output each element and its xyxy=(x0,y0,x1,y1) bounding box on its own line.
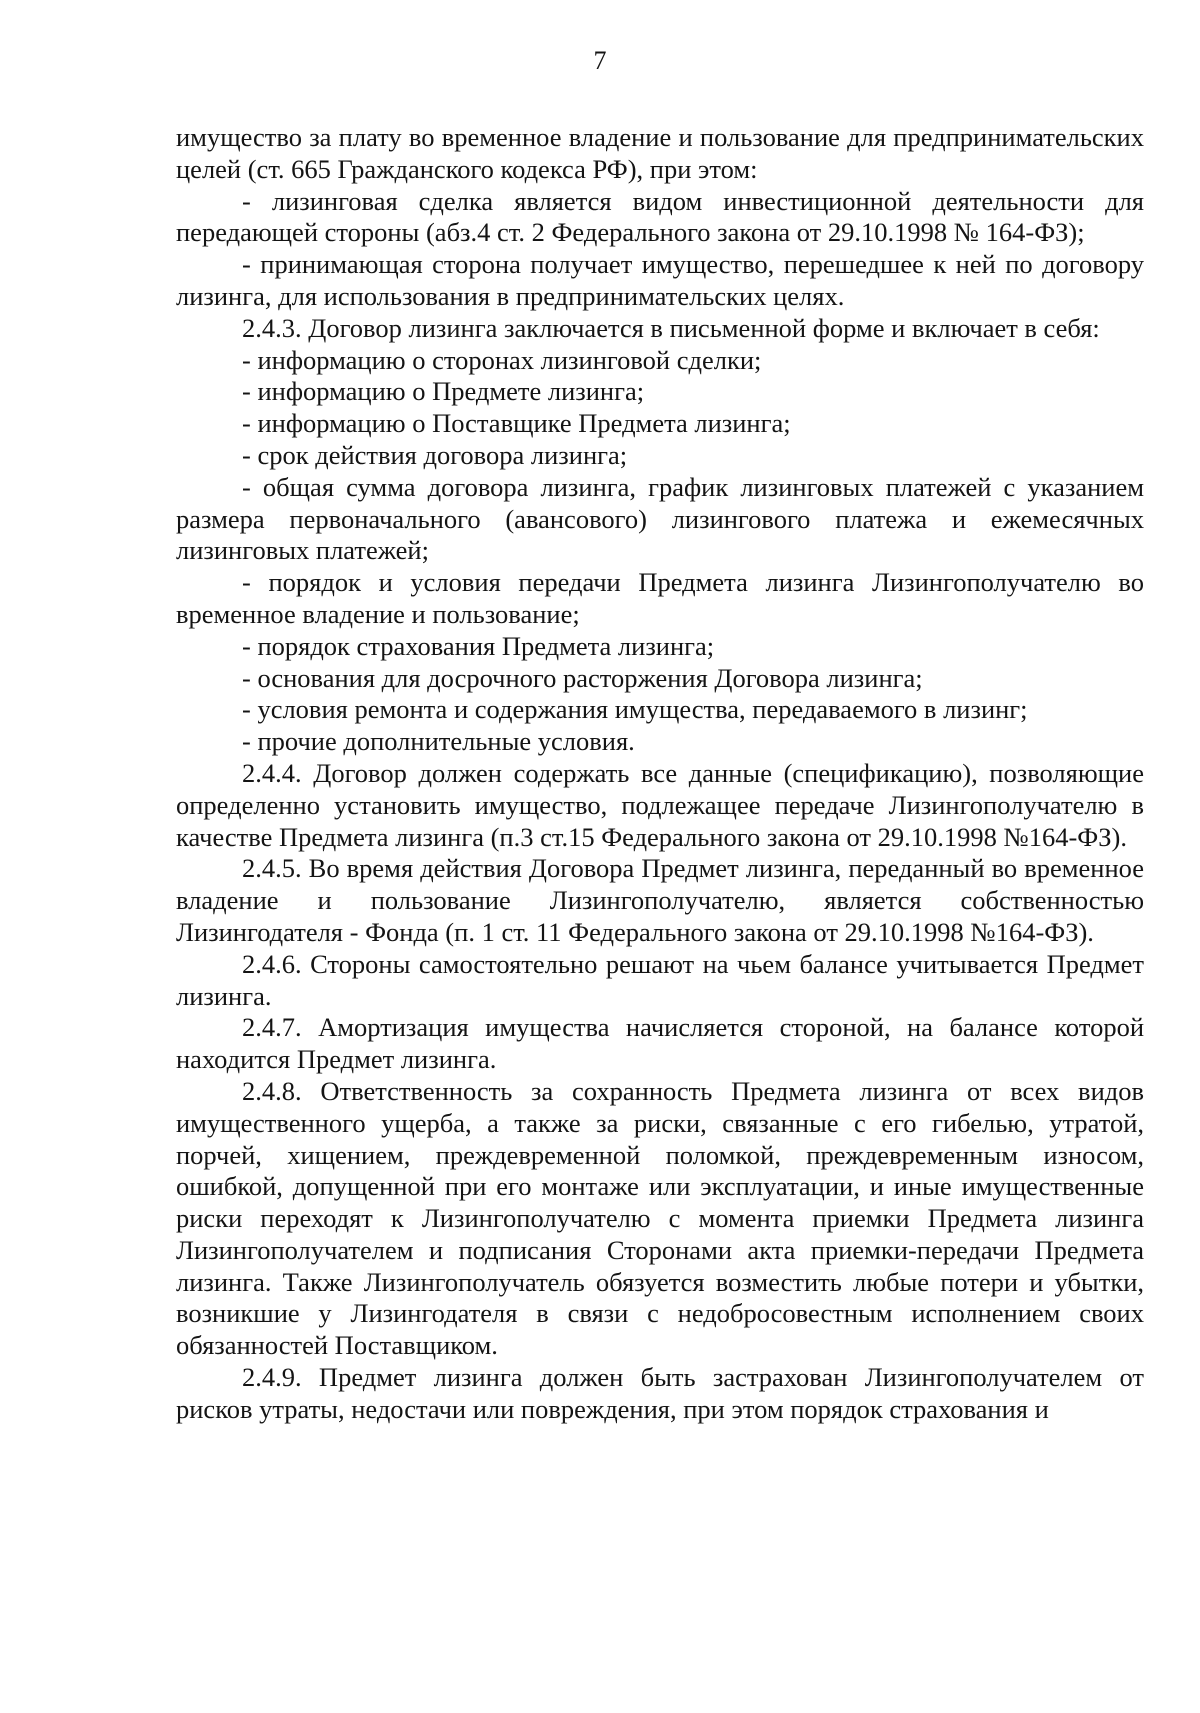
paragraph: 2.4.5. Во время действия Договора Предмет лизинга, переданный во временное владение и пользование Лизингополучателю, является собственностью Лизингодателя - Фонда (п. 1 ст. 11 Федерального закона от 29.10.1998 №164-ФЗ). xyxy=(176,853,1144,947)
paragraph: 2.4.7. Амортизация имущества начисляется стороной, на балансе которой находится Предмет лизинга. xyxy=(176,1012,1144,1075)
list-item: - порядок и условия передачи Предмета лизинга Лизингополучателю во временное владение и пользование; xyxy=(176,567,1144,629)
list-item: - условия ремонта и содержания имущества, передаваемого в лизинг; xyxy=(242,694,1028,725)
list-item: - срок действия договора лизинга; xyxy=(242,439,628,470)
paragraph: 2.4.3. Договор лизинга заключается в письменной форме и включает в себя: xyxy=(242,312,1100,343)
page-number: 7 xyxy=(593,46,607,75)
paragraph: - лизинговая сделка является видом инвестиционной деятельности для передающей стороны (абз.4 ст. 2 Федерального закона от 29.10.1998 № 164-ФЗ); xyxy=(176,185,1144,248)
paragraph: 2.4.9. Предмет лизинга должен быть застрахован Лизингополучателем от рисков утраты, недостачи или повреждения, при этом порядок страхования и xyxy=(176,1362,1144,1424)
list-item: - информацию о Поставщике Предмета лизинга; xyxy=(242,408,791,439)
paragraph: имущество за плату во временное владение и пользование для предпринимательских целей (ст. 665 Гражданского кодекса РФ), при этом: xyxy=(176,122,1144,184)
paragraph: 2.4.4. Договор должен содержать все данные (спецификацию), позволяющие определенно установить имущество, подлежащее передаче Лизингополучателю в качестве Предмета лизинга (п.3 ст.15 Федерального закона от 29.10.1998 №164-ФЗ). xyxy=(176,757,1144,852)
list-item: - информацию о сторонах лизинговой сделки; xyxy=(242,344,762,375)
list-item: - порядок страхования Предмета лизинга; xyxy=(242,630,715,661)
list-item: - прочие дополнительные условия. xyxy=(242,726,635,757)
list-item: - информацию о Предмете лизинга; xyxy=(242,376,645,407)
paragraph: - принимающая сторона получает имущество, перешедшее к ней по договору лизинга, для использования в предпринимательских целях. xyxy=(176,249,1144,311)
list-item: - основания для досрочного расторжения Договора лизинга; xyxy=(242,662,923,693)
paragraph: 2.4.6. Стороны самостоятельно решают на чьем балансе учитывается Предмет лизинга. xyxy=(176,948,1144,1011)
paragraph: 2.4.8. Ответственность за сохранность Предмета лизинга от всех видов имущественного ущерба, а также за риски, связанные с его гибелью, утратой, порчей, хищением, преждевременной поломкой, преждевременным износом, ошибкой, допущенной при его монтаже или эксплуатации, и иные имущественные риски переходят к Лизингополучателю с момента приемки Предмета лизинга Лизингополучателем и подписания Сторонами акта приемки-передачи Предмета лизинга. Также Лизингополучатель обязуется возместить любые потери и убытки, возникшие у Лизингодателя в связи с недобросовестным исполнением своих обязанностей Поставщиком. xyxy=(176,1075,1144,1361)
list-item: - общая сумма договора лизинга, график лизинговых платежей с указанием размера первоначального (авансового) лизингового платежа и ежемесячных лизинговых платежей; xyxy=(176,471,1144,566)
document-body xyxy=(176,122,1144,1426)
